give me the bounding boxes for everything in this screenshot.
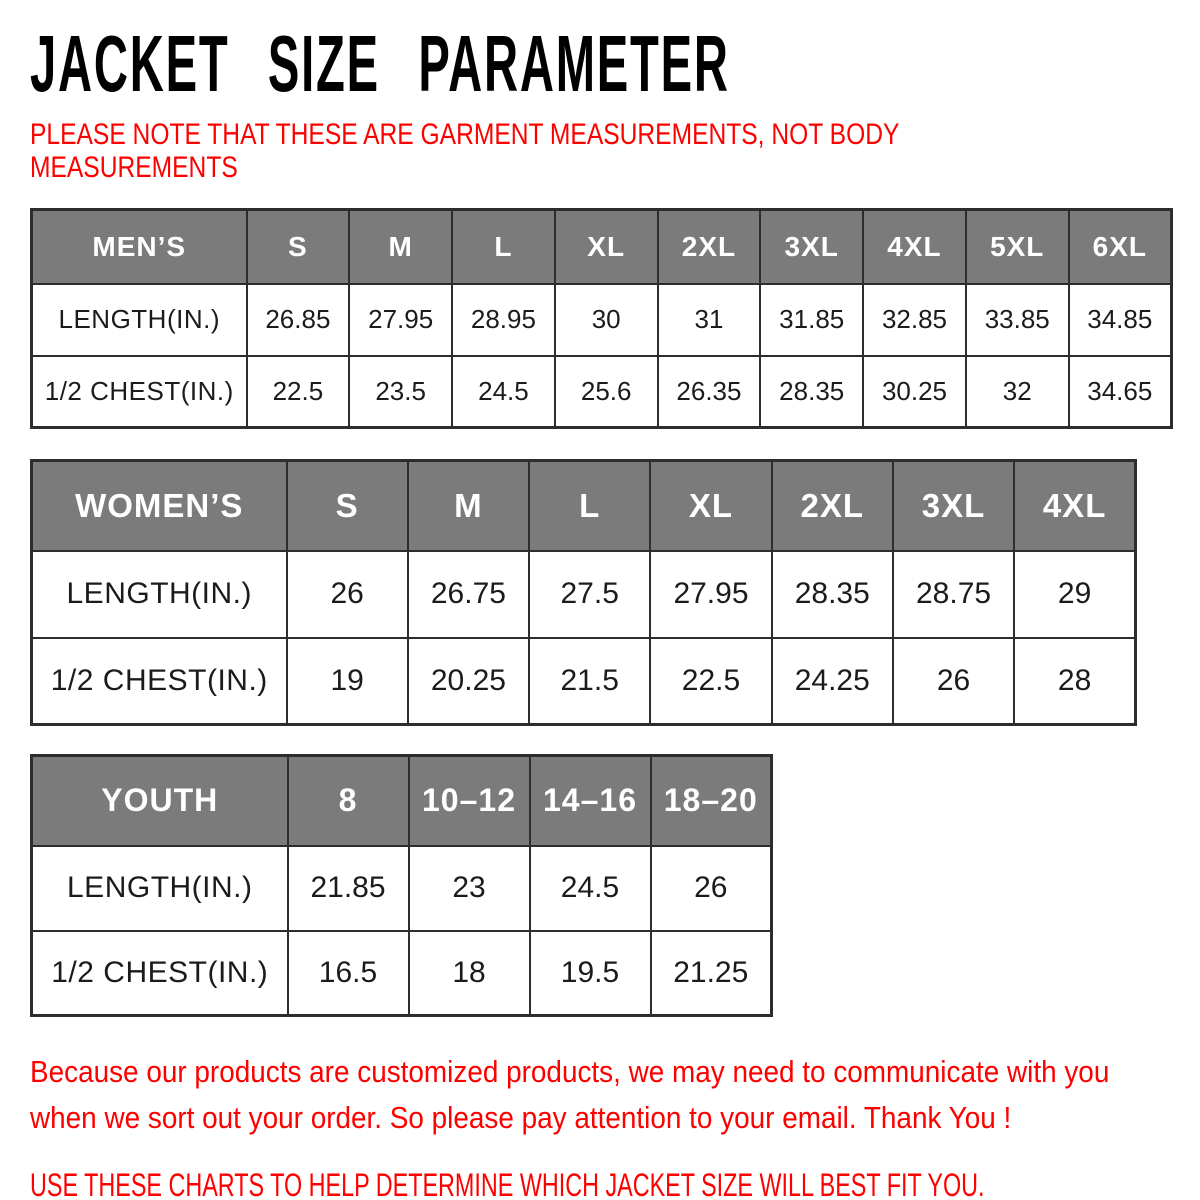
- chart-usage-caption: USE THESE CHARTS TO HELP DETERMINE WHICH JACKET SIZE WILL BEST FIT YOU.: [30, 1167, 985, 1200]
- womens-chest-label: 1/2 CHEST(IN.): [32, 638, 287, 725]
- table-cell: 26: [651, 846, 772, 931]
- table-cell: 32.85: [863, 284, 966, 356]
- table-cell: 23: [409, 846, 530, 931]
- table-cell: 26.85: [247, 284, 350, 356]
- mens-header-size-6xl: 6XL: [1069, 210, 1172, 284]
- mens-header-row: [32, 210, 1172, 284]
- table-cell: 31: [658, 284, 761, 356]
- youth-header-size-8: 8: [288, 756, 409, 846]
- womens-header-size-xl: XL: [650, 461, 771, 551]
- table-cell: 24.5: [530, 846, 651, 931]
- mens-chest-row: [32, 356, 1172, 428]
- womens-header-size-s: S: [287, 461, 408, 551]
- table-cell: 19.5: [530, 931, 651, 1016]
- table-cell: 18: [409, 931, 530, 1016]
- youth-length-row: [32, 846, 772, 931]
- youth-header-size-18-20: 18–20: [651, 756, 772, 846]
- table-cell: 16.5: [288, 931, 409, 1016]
- table-cell: 26: [893, 638, 1014, 725]
- table-cell: 27.5: [529, 551, 650, 638]
- mens-header-size-xl: XL: [555, 210, 658, 284]
- garment-measurement-note: PLEASE NOTE THAT THESE ARE GARMENT MEASUREMENTS, NOT BODY MEASUREMENTS: [30, 118, 900, 184]
- table-cell: 21.85: [288, 846, 409, 931]
- customization-notice: Because our products are customized products, we may need to communicate with you when we sort out your order. So please pay attention to your email. Thank You !: [30, 1054, 1110, 1135]
- table-cell: 26.35: [658, 356, 761, 428]
- youth-length-label: LENGTH(IN.): [32, 846, 288, 931]
- table-cell: 28.95: [452, 284, 555, 356]
- womens-header-size-3xl: 3XL: [893, 461, 1014, 551]
- table-cell: 22.5: [247, 356, 350, 428]
- youth-header-label: YOUTH: [32, 756, 288, 846]
- table-cell: 29: [1014, 551, 1135, 638]
- table-cell: 30.25: [863, 356, 966, 428]
- table-cell: 20.25: [408, 638, 529, 725]
- table-cell: 25.6: [555, 356, 658, 428]
- table-cell: 26: [287, 551, 408, 638]
- table-cell: 30: [555, 284, 658, 356]
- table-cell: 22.5: [650, 638, 771, 725]
- mens-header-size-m: M: [349, 210, 452, 284]
- womens-chest-row: [32, 638, 1136, 725]
- table-cell: 23.5: [349, 356, 452, 428]
- mens-chest-label: 1/2 CHEST(IN.): [32, 356, 247, 428]
- womens-header-size-4xl: 4XL: [1014, 461, 1135, 551]
- mens-header-size-l: L: [452, 210, 555, 284]
- table-cell: 24.5: [452, 356, 555, 428]
- youth-header-row: [32, 756, 772, 846]
- mens-length-row: [32, 284, 1172, 356]
- womens-header-label: WOMEN’S: [32, 461, 287, 551]
- womens-header-size-2xl: 2XL: [772, 461, 893, 551]
- table-cell: 26.75: [408, 551, 529, 638]
- table-cell: 27.95: [650, 551, 771, 638]
- table-cell: 28: [1014, 638, 1135, 725]
- mens-length-label: LENGTH(IN.): [32, 284, 247, 356]
- table-cell: 28.35: [760, 356, 863, 428]
- table-cell: 19: [287, 638, 408, 725]
- table-cell: 28.35: [772, 551, 893, 638]
- mens-header-size-2xl: 2XL: [658, 210, 761, 284]
- youth-chest-row: [32, 931, 772, 1016]
- mens-header-size-s: S: [247, 210, 350, 284]
- youth-size-table: [30, 754, 773, 1017]
- womens-length-row: [32, 551, 1136, 638]
- womens-header-size-m: M: [408, 461, 529, 551]
- mens-header-size-3xl: 3XL: [760, 210, 863, 284]
- table-cell: 34.65: [1069, 356, 1172, 428]
- womens-header-size-l: L: [529, 461, 650, 551]
- womens-length-label: LENGTH(IN.): [32, 551, 287, 638]
- mens-header-size-4xl: 4XL: [863, 210, 966, 284]
- youth-header-size-14-16: 14–16: [530, 756, 651, 846]
- table-cell: 21.5: [529, 638, 650, 725]
- youth-chest-label: 1/2 CHEST(IN.): [32, 931, 288, 1016]
- page-title: JACKET SIZE PARAMETER: [30, 19, 730, 108]
- table-cell: 33.85: [966, 284, 1069, 356]
- table-cell: 31.85: [760, 284, 863, 356]
- womens-header-row: [32, 461, 1136, 551]
- table-cell: 34.85: [1069, 284, 1172, 356]
- mens-header-label: MEN’S: [32, 210, 247, 284]
- mens-header-size-5xl: 5XL: [966, 210, 1069, 284]
- table-cell: 24.25: [772, 638, 893, 725]
- mens-size-table: [30, 208, 1173, 429]
- table-cell: 27.95: [349, 284, 452, 356]
- table-cell: 32: [966, 356, 1069, 428]
- table-cell: 28.75: [893, 551, 1014, 638]
- womens-size-table: [30, 459, 1137, 726]
- table-cell: 21.25: [651, 931, 772, 1016]
- youth-header-size-10-12: 10–12: [409, 756, 530, 846]
